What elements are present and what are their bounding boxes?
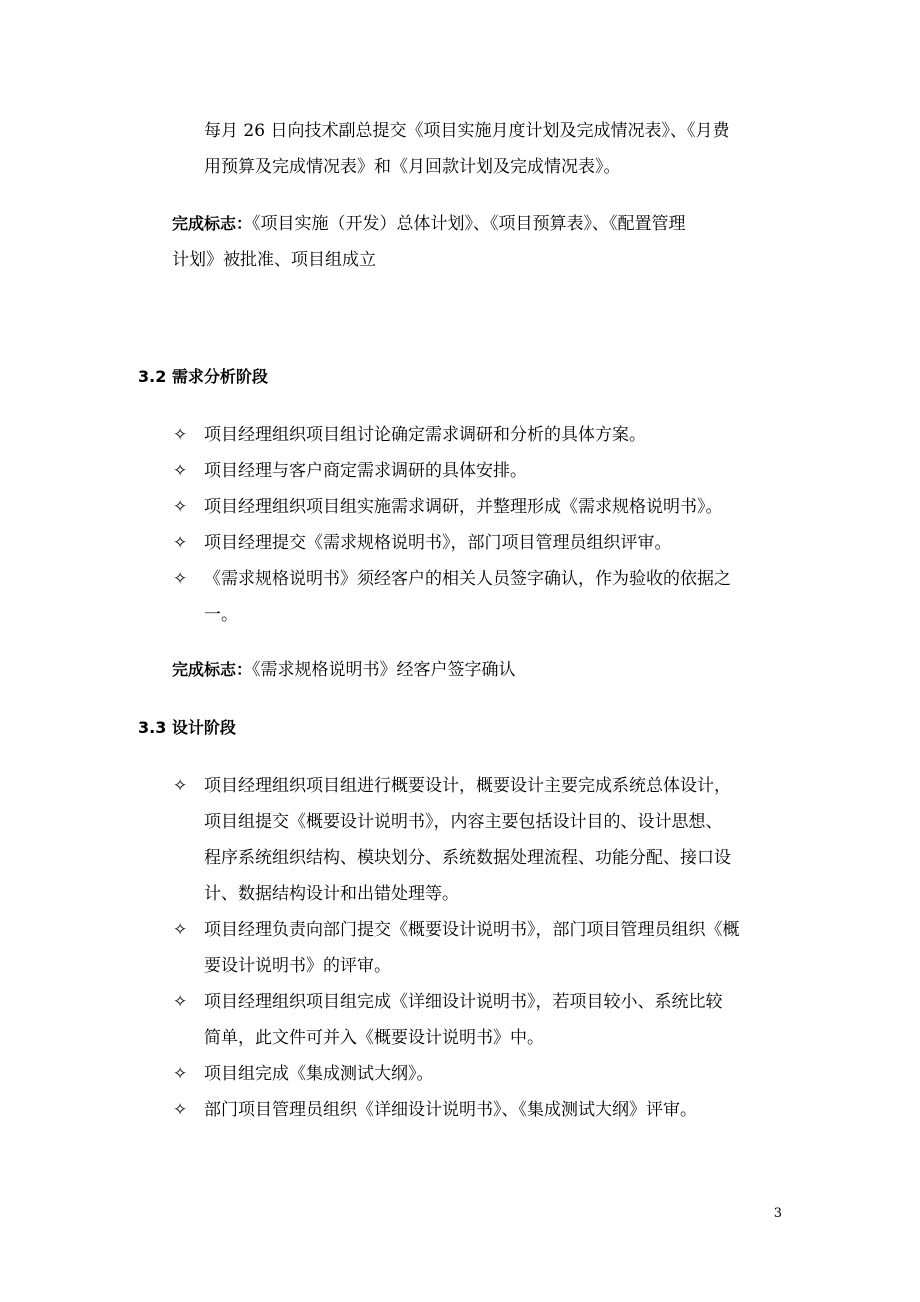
bullet-icon: ✧ — [173, 569, 188, 589]
bullet-icon: ✧ — [173, 920, 188, 940]
section-3-3-heading: 3.3 设计阶段 — [138, 718, 236, 737]
s33-bullet-1-line-2: 项目组提交《概要设计说明书》，内容主要包括设计目的、设计思想、 — [204, 812, 723, 832]
s32-bullet-3: 项目经理组织项目组实施需求调研，并整理形成《需求规格说明书》。 — [204, 497, 723, 517]
s32-bullet-2: 项目经理与客户商定需求调研的具体安排。 — [204, 461, 527, 481]
s33-bullet-1-line-3: 程序系统组织结构、模块划分、系统数据处理流程、功能分配、接口设 — [204, 848, 731, 868]
s33-bullet-3-line-2: 简单，此文件可并入《概要设计说明书》中。 — [204, 1028, 544, 1048]
bullet-icon: ✧ — [173, 533, 188, 553]
bullet-icon: ✧ — [173, 497, 188, 517]
bullet-icon: ✧ — [173, 461, 188, 481]
bullet-icon: ✧ — [173, 1100, 188, 1120]
bullet-icon: ✧ — [173, 776, 188, 796]
s33-bullet-4: 项目组完成《集成测试大纲》。 — [204, 1064, 434, 1084]
s32-bullet-5-line-1: 《需求规格说明书》须经客户的相关人员签字确认，作为验收的依据之 — [204, 569, 731, 589]
page-number: 3 — [773, 1206, 782, 1221]
planning-done-label: 完成标志： — [172, 214, 253, 233]
s32-bullet-1: 项目经理组织项目组讨论确定需求调研和分析的具体方案。 — [204, 425, 646, 445]
s33-bullet-1-line-4: 计、数据结构设计和出错处理等。 — [204, 884, 459, 904]
s33-bullet-5: 部门项目管理员组织《详细设计说明书》、《集成测试大纲》评审。 — [204, 1100, 697, 1120]
bullet-icon: ✧ — [173, 425, 188, 445]
s33-bullet-2-line-2: 要设计说明书》的评审。 — [204, 956, 391, 976]
intro-line-1: 每月 26 日向技术副总提交《项目实施月度计划及完成情况表》、《月费 — [204, 121, 730, 141]
s32-done-line — [172, 658, 516, 682]
s33-bullet-2-line-1: 项目经理负责向部门提交《概要设计说明书》，部门项目管理员组织《概 — [204, 920, 740, 940]
planning-done-text-1: 《项目实施（开发）总体计划》、《项目预算表》、《配置管理 — [252, 214, 686, 234]
s33-bullet-1-line-1: 项目经理组织项目组进行概要设计，概要设计主要完成系统总体设计， — [204, 776, 731, 796]
intro-line-2: 用预算及完成情况表》和《月回款计划及完成情况表》。 — [204, 157, 621, 177]
bullet-icon: ✧ — [173, 1064, 188, 1084]
section-3-2-heading: 3.2 需求分析阶段 — [138, 367, 268, 386]
s33-bullet-3-line-1: 项目经理组织项目组完成《详细设计说明书》，若项目较小、系统比较 — [204, 992, 723, 1012]
s32-done-label: 完成标志： — [172, 660, 253, 679]
bullet-icon: ✧ — [173, 992, 188, 1012]
planning-done-line-2: 计划》被批准、项目组成立 — [172, 250, 376, 270]
s32-bullet-5-line-2: 一。 — [204, 605, 238, 625]
s32-bullet-4: 项目经理提交《需求规格说明书》，部门项目管理员组织评审。 — [204, 533, 672, 553]
s32-done-text: 《需求规格说明书》经客户签字确认 — [252, 660, 516, 680]
planning-done-line-1 — [172, 212, 686, 236]
